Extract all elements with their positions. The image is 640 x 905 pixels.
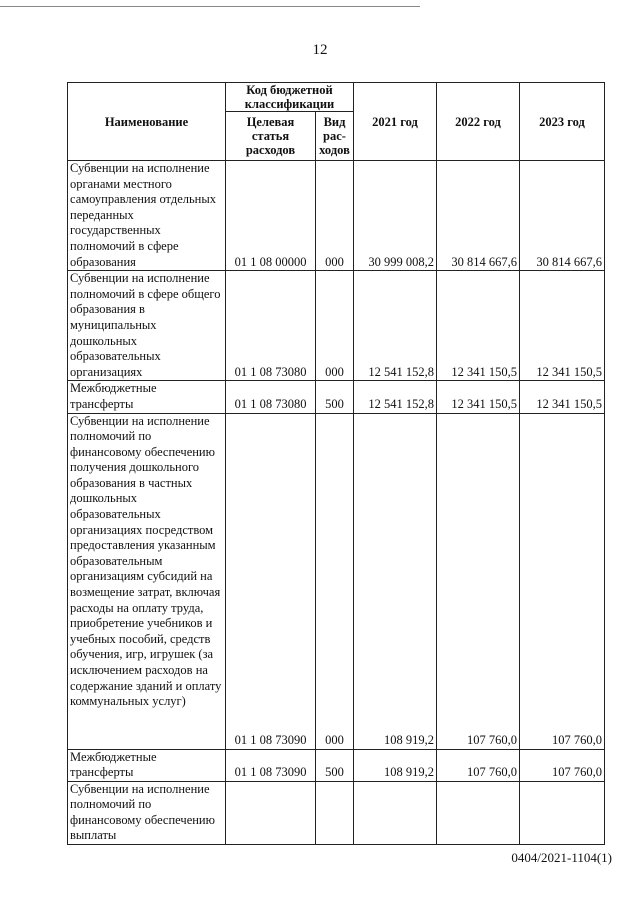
- table-row: [68, 271, 605, 381]
- row-value-2022: [437, 781, 520, 844]
- top-rule: [0, 6, 420, 7]
- header-2023: 2023 год: [520, 83, 605, 161]
- row-value-2023: 12 341 150,5: [520, 381, 605, 413]
- row-value-2023: 12 341 150,5: [520, 271, 605, 381]
- row-target-article: 01 1 08 00000: [226, 161, 316, 271]
- row-expense-type: 000: [316, 161, 354, 271]
- table-row: [68, 381, 605, 413]
- row-target-article: 01 1 08 73090: [226, 413, 316, 749]
- row-value-2022: 12 341 150,5: [437, 381, 520, 413]
- row-value-2021: [354, 781, 437, 844]
- row-expense-type: 500: [316, 749, 354, 781]
- row-value-2021: 30 999 008,2: [354, 161, 437, 271]
- row-value-2022: 107 760,0: [437, 749, 520, 781]
- row-value-2023: 30 814 667,6: [520, 161, 605, 271]
- table-row: [68, 781, 605, 844]
- table-row: [68, 413, 605, 749]
- row-target-article: 01 1 08 73080: [226, 381, 316, 413]
- row-expense-type: [316, 781, 354, 844]
- row-value-2021: 108 919,2: [354, 413, 437, 749]
- budget-table: [67, 82, 605, 845]
- row-name: Субвенции на исполнение полномочий по финансовому обеспечению получения дошкольного образования в частных дошкольных образовательных организациях посредством предоставления указанным образовательным организациям субсидий на возмещение затрат, включая расходы на оплату труда, приобретение учебников и учебных пособий, средств обучения, игр, игрушек (за исключением расходов на содержание зданий и оплату коммунальных услуг): [68, 413, 226, 749]
- row-name: Субвенции на исполнение органами местного самоуправления отдельных переданных государственных полномочий в сфере образования: [68, 161, 226, 271]
- row-expense-type: 000: [316, 271, 354, 381]
- row-value-2022: 107 760,0: [437, 413, 520, 749]
- row-target-article: [226, 781, 316, 844]
- row-value-2021: 12 541 152,8: [354, 271, 437, 381]
- row-value-2021: 12 541 152,8: [354, 381, 437, 413]
- row-name: Межбюджетные трансферты: [68, 749, 226, 781]
- header-expense-type: Вид рас-ходов: [316, 112, 354, 161]
- header-name: Наименование: [68, 83, 226, 161]
- row-name: Межбюджетные трансферты: [68, 381, 226, 413]
- table-row: [68, 749, 605, 781]
- row-expense-type: 500: [316, 381, 354, 413]
- row-value-2023: 107 760,0: [520, 749, 605, 781]
- document-code: 0404/2021-1104(1): [511, 850, 612, 865]
- row-target-article: 01 1 08 73090: [226, 749, 316, 781]
- row-value-2021: 108 919,2: [354, 749, 437, 781]
- row-value-2022: 12 341 150,5: [437, 271, 520, 381]
- header-2022: 2022 год: [437, 83, 520, 161]
- row-value-2022: 30 814 667,6: [437, 161, 520, 271]
- header-budget-code: Код бюджетной классификации: [226, 83, 354, 112]
- row-value-2023: [520, 781, 605, 844]
- row-expense-type: 000: [316, 413, 354, 749]
- page-number: 12: [312, 42, 328, 58]
- row-target-article: 01 1 08 73080: [226, 271, 316, 381]
- row-name: Субвенции на исполнение полномочий по финансовому обеспечению выплаты: [68, 781, 226, 844]
- header-target-article: Целевая статья расходов: [226, 112, 316, 161]
- table-row: [68, 161, 605, 271]
- header-2021: 2021 год: [354, 83, 437, 161]
- row-value-2023: 107 760,0: [520, 413, 605, 749]
- row-name: Субвенции на исполнение полномочий в сфере общего образования в муниципальных дошкольных образовательных организациях: [68, 271, 226, 381]
